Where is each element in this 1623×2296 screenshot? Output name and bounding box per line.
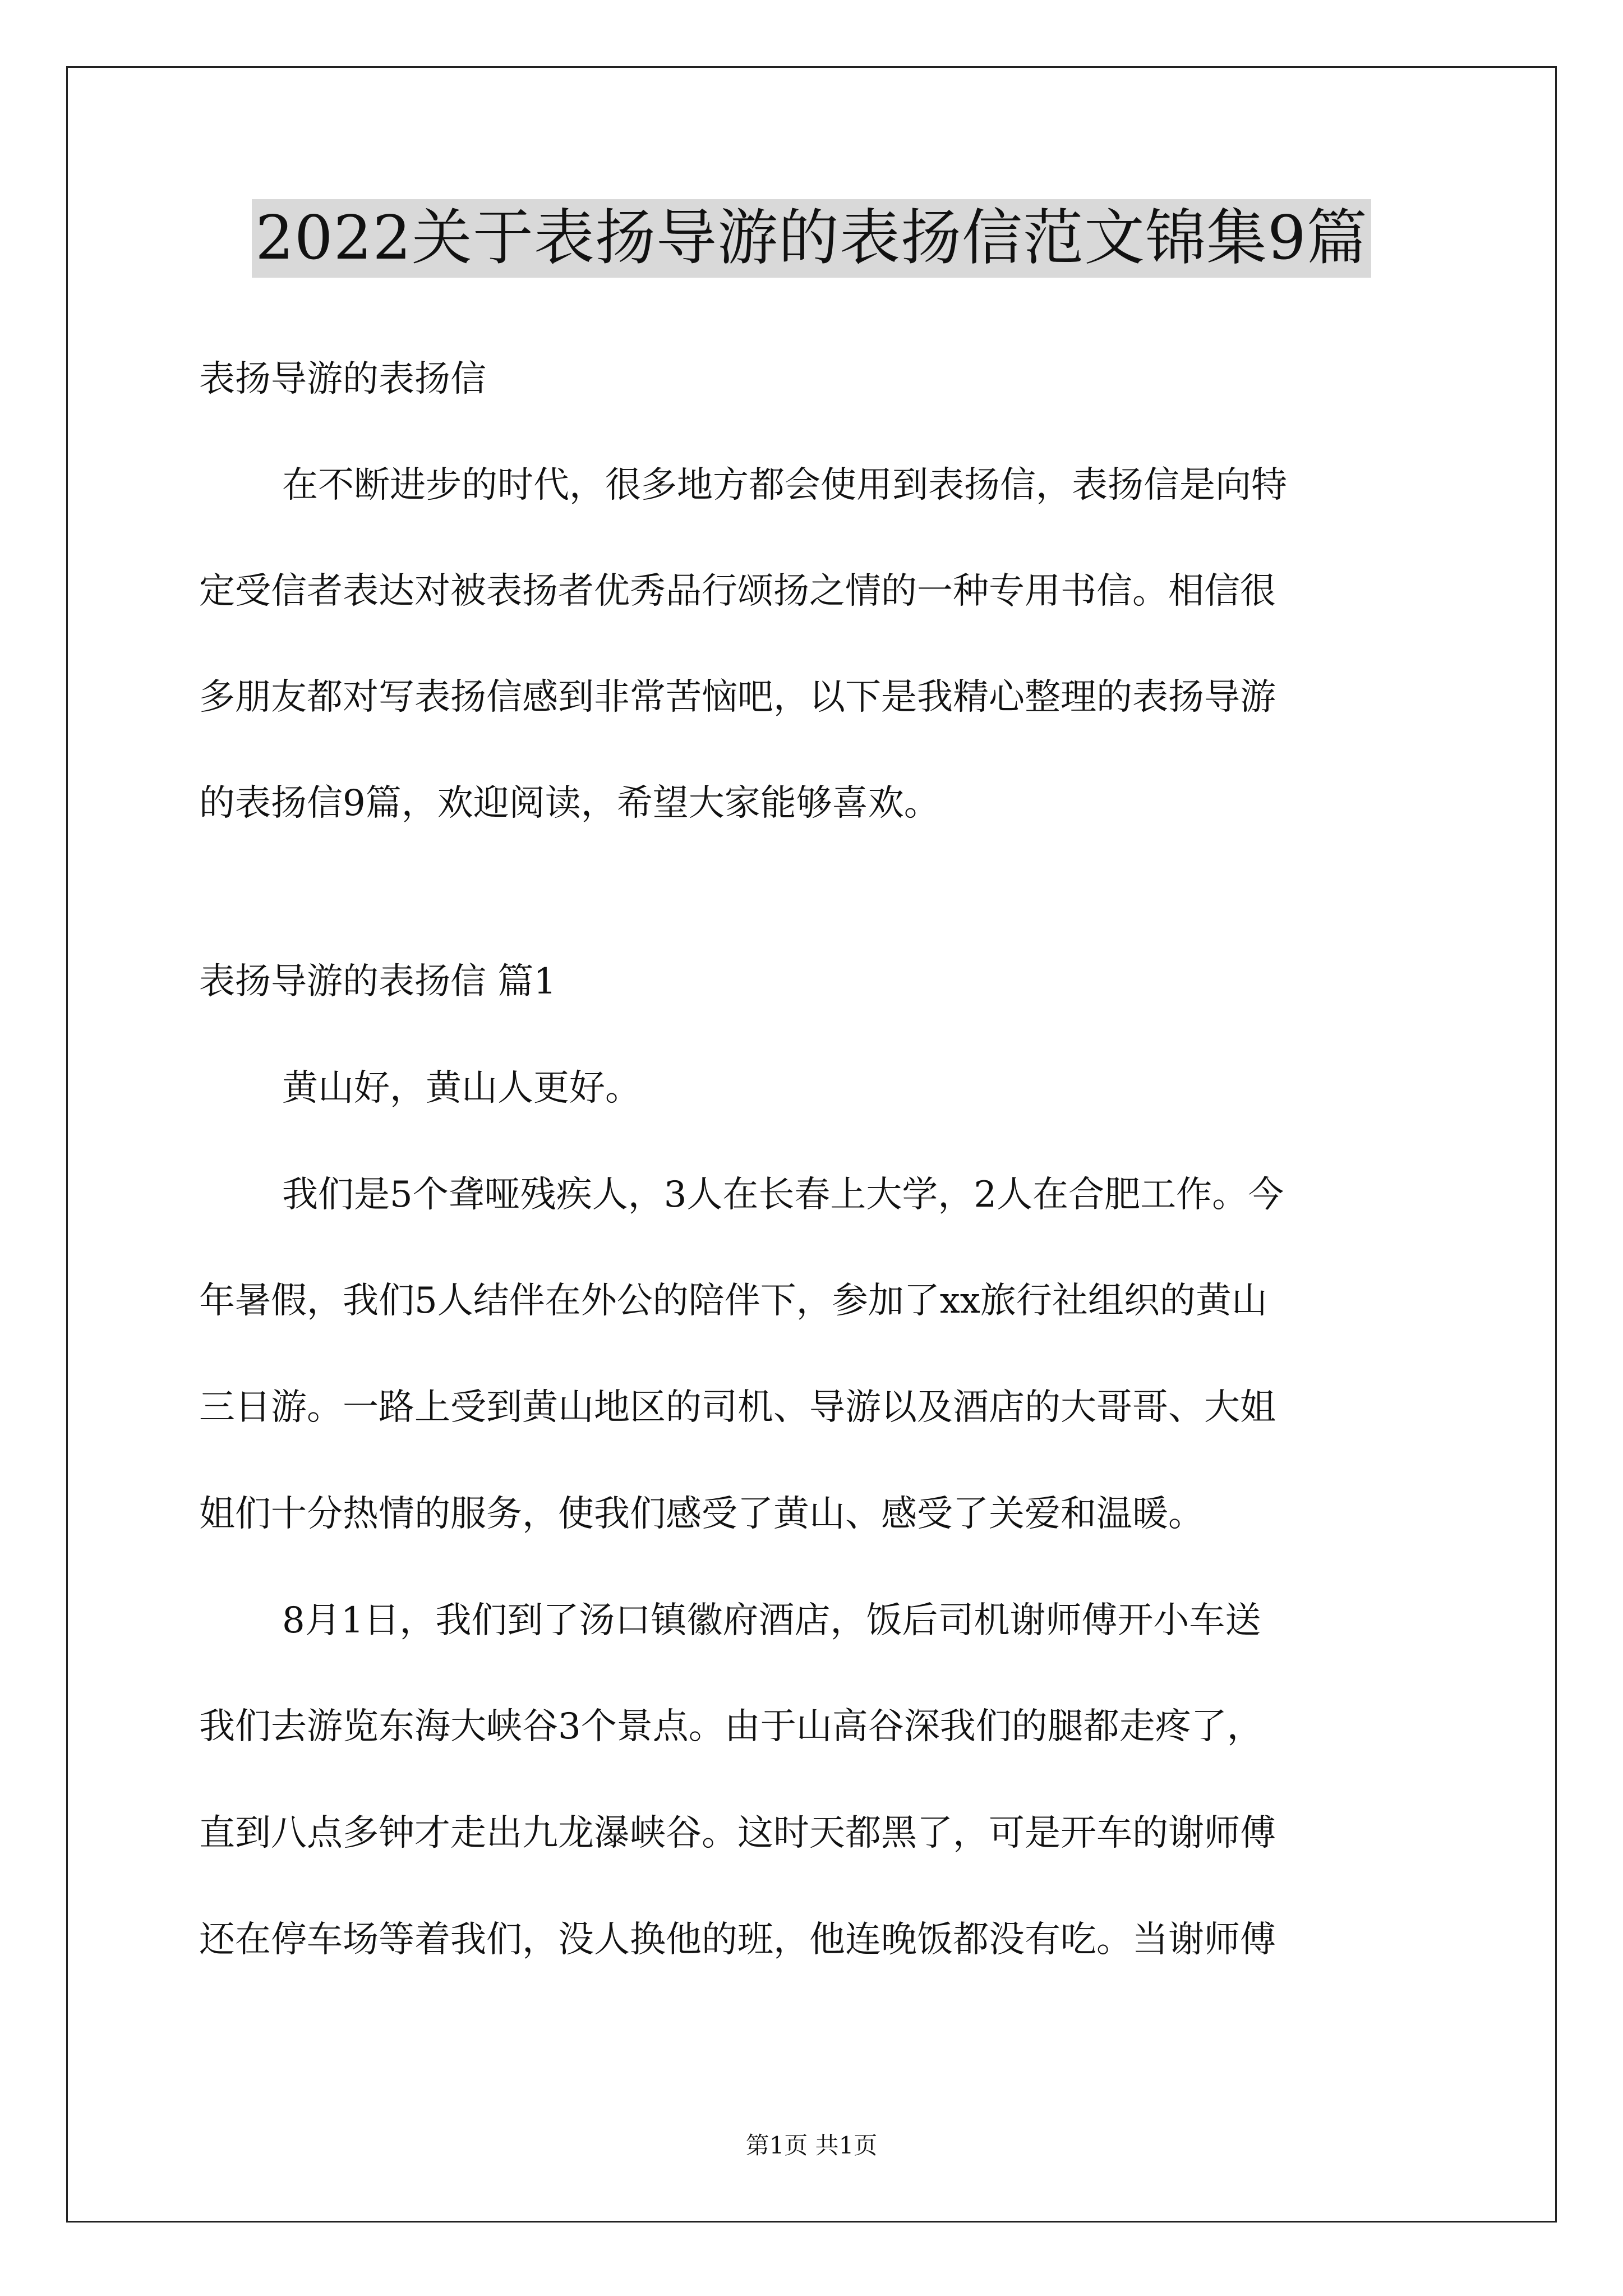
paragraph-line: 多朋友都对写表扬信感到非常苦恼吧，以下是我精心整理的表扬导游 bbox=[199, 677, 1276, 718]
title-block bbox=[0, 199, 1623, 278]
paragraph-line: 的表扬信9篇，欢迎阅读，希望大家能够喜欢。 bbox=[199, 783, 940, 824]
paragraph-line: 三日游。一路上受到黄山地区的司机、导游以及酒店的大哥哥、大姐 bbox=[199, 1387, 1276, 1428]
paragraph-line: 我们去游览东海大峡谷3个景点。由于山高谷深我们的腿都走疼了， bbox=[199, 1706, 1263, 1747]
section-heading: 表扬导游的表扬信 bbox=[199, 358, 486, 400]
paragraph-line: 在不断进步的时代，很多地方都会使用到表扬信，表扬信是向特 bbox=[282, 464, 1287, 506]
paragraph-line: 年暑假，我们5人结伴在外公的陪伴下，参加了xx旅行社组织的黄山 bbox=[199, 1280, 1267, 1322]
paragraph-line: 直到八点多钟才走出九龙瀑峡谷。这时天都黑了，可是开车的谢师傅 bbox=[199, 1812, 1276, 1854]
page-number: 第1页 共1页 bbox=[745, 2132, 878, 2159]
section-heading: 表扬导游的表扬信 篇1 bbox=[199, 961, 557, 1002]
paragraph-line: 8月1日，我们到了汤口镇徽府酒店，饭后司机谢师傅开小车送 bbox=[282, 1600, 1261, 1641]
paragraph-line: 姐们十分热情的服务，使我们感受了黄山、感受了关爱和温暖。 bbox=[199, 1493, 1204, 1535]
paragraph-line: 黄山好，黄山人更好。 bbox=[282, 1068, 641, 1109]
document-title: 2022关于表扬导游的表扬信范文锦集9篇 bbox=[252, 199, 1371, 278]
paragraph-line: 还在停车场等着我们，没人换他的班，他连晚饭都没有吃。当谢师傅 bbox=[199, 1919, 1276, 1961]
paragraph-line: 我们是5个聋哑残疾人，3人在长春上大学，2人在合肥工作。今 bbox=[282, 1174, 1284, 1216]
paragraph-line: 定受信者表达对被表扬者优秀品行颂扬之情的一种专用书信。相信很 bbox=[199, 570, 1276, 612]
